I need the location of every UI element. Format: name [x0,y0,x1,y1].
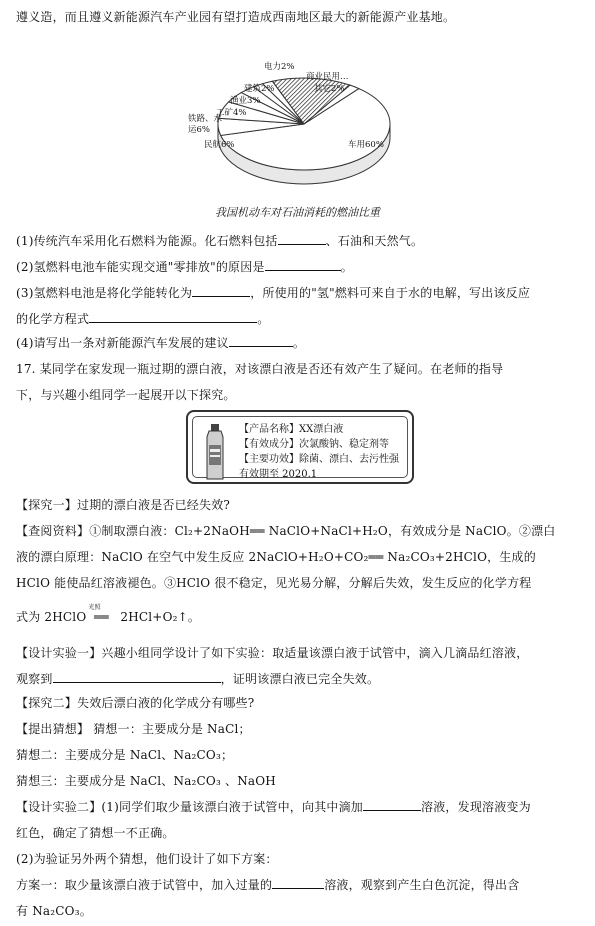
explore-two: 【探究二】失效后漂白液的化学成分有哪些? [16,696,255,710]
bleach-bottle-icon [201,423,229,481]
question-3-line2: 的化学方程式 。 [16,312,270,326]
pie-label-construction: 建筑2% [244,84,275,94]
pie-label-mining: 工矿4% [216,108,247,118]
design2-reagent-blank[interactable] [363,798,421,811]
product-name: 【产品名称】XX漂白液 [239,424,344,435]
product-ingredient: 【有效成分】次氯酸钠、稳定剂等 [239,439,389,450]
product-function: 【主要功效】除菌、漂白、去污性强 [239,454,399,465]
chart-caption: 我国机动车对石油消耗的燃油比重 [215,206,380,219]
info-line-3: HClO 能使品红溶液褪色。③HClO 很不稳定，见光易分解，分解后失效，发生反应的化学方程 [16,576,532,590]
design-two-line2: 红色，确定了猜想一不正确。 [16,826,175,840]
reaction-arrow: 光照 ══ [88,604,109,624]
question-3: (3)氢燃料电池是将化学能转化为 ，所使用的"氢"燃料可来自于水的电解，写出该反应 [16,286,531,300]
info-line-2: 液的漂白原理：NaClO 在空气中发生反应 2NaClO+H₂O+CO₂══ Na₂CO₃+2HClO，生成的 [16,550,536,564]
plan-one-line2: 有 Na₂CO₃。 [16,904,92,918]
plan1-reagent-blank[interactable] [272,876,324,889]
explore-one: 【探究一】过期的漂白液是否已经失效? [16,498,231,512]
pie-label-vehicle: 车用60% [348,140,384,150]
q17-line2: 下，与兴趣小组同学一起展开以下探究。 [16,388,236,402]
design-two-line1: 【设计实验二】(1)同学们取少量该漂白液于试管中，向其中滴加 溶液，发现溶液变为 [16,800,531,814]
question-1: (1)传统汽车采用化石燃料为能源。化石燃料包括 、石油和天然气。 [16,234,424,248]
product-expiry: 有效期至 2020.1 [239,469,318,480]
product-label-inner [192,416,408,478]
design-one-line2: 观察到 ，证明该漂白液已完全失效。 [16,672,380,686]
question-2: (2)氢燃料电池车能实现交通"零排放"的原因是 。 [16,260,353,274]
design-one-line1: 【设计实验一】兴趣小组同学设计了如下实验：取适量该漂白液于试管中，滴入几滴品红溶液， [16,646,529,660]
guess-three: 猜想三：主要成分是 NaCl、Na₂CO₃ 、NaOH [16,774,276,788]
pie-label-other: 其它2% [314,84,345,94]
info-line-4: 式为 2HClO 光照 ══ 2HCl+O₂↑。 [16,604,201,624]
q3-equation-blank[interactable] [89,310,257,323]
info-line-1: 【查阅资料】①制取漂白液：Cl₂+2NaOH══ NaClO+NaCl+H₂O，有效成分是 NaClO。②漂白 [16,524,556,538]
q4-answer-blank[interactable] [229,334,293,347]
pie-label-commercial: 商业民用… [306,72,349,82]
pie-label-electric: 电力2% [264,62,295,72]
pie-label-railway: 铁路、水运6% [188,114,223,135]
q3-answer-blank[interactable] [192,284,250,297]
guess-one: 【提出猜想】 猜想一：主要成分是 NaCl； [16,722,251,736]
design1-answer-blank[interactable] [53,670,221,683]
product-label-card [186,410,414,484]
pie-label-fishery: 渔业3% [230,96,261,106]
guess-two: 猜想二：主要成分是 NaCl、Na₂CO₃； [16,748,234,762]
fuel-pie-chart [186,52,416,202]
pie-label-agri: 农用… [264,144,290,154]
pie-label-aviation: 民航6% [204,140,235,150]
plan-one-line1: 方案一：取少量该漂白液于试管中，加入过量的 溶液，观察到产生白色沉淀，得出含 [16,878,520,892]
q17-line1: 17. 某同学在家发现一瓶过期的漂白液，对该漂白液是否还有效产生了疑问。在老师的指导 [16,362,504,376]
q1-answer-blank[interactable] [278,232,326,245]
question-4: (4)请写出一条对新能源汽车发展的建议 。 [16,336,306,350]
intro-text: 遵义造，而且遵义新能源汽车产业园有望打造成西南地区最大的新能源产业基地。 [16,10,456,24]
design-two-line3: (2)为验证另外两个猜想，他们设计了如下方案： [16,852,278,866]
q2-answer-blank[interactable] [265,258,341,271]
